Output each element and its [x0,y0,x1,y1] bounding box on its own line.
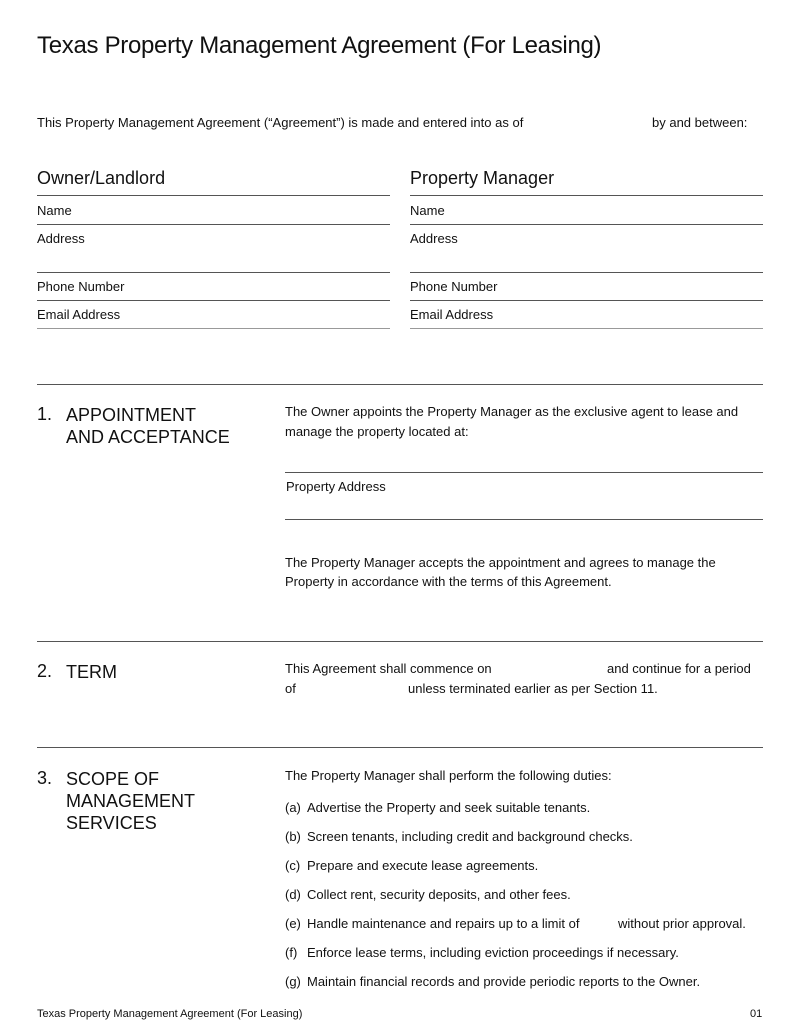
duty-letter: (c) [285,858,301,873]
intro-text-end: by and between: [652,115,748,130]
section-2-text: and continue for a period [607,661,751,676]
duty-text: Collect rent, security deposits, and other fees. [307,887,571,902]
duty-text: Maintain financial records and provide periodic reports to the Owner. [307,974,701,989]
document-title: Texas Property Management Agreement (For Leasing) [37,32,602,59]
section-2-title: TERM [66,662,117,682]
commencement-date-field[interactable] [500,659,600,677]
section-1-text: Property in accordance with the terms of this Agreement. [285,574,612,589]
section-3-title-line: MANAGEMENT [66,791,196,811]
page-number: 01 [750,1008,763,1020]
section-2-text: This Agreement shall commence on [285,661,492,676]
section-divider [37,747,763,748]
duty-letter: (d) [285,887,301,902]
duty-letter: (g) [285,974,301,989]
duty-letter: (a) [285,800,301,815]
intro-text: This Property Management Agreement (“Agreement”) is made and entered into as of [37,115,524,130]
duty-item [285,829,633,844]
manager-address-field[interactable]: Address [410,231,458,246]
duty-letter: (e) [285,916,301,931]
duty-text: Prepare and execute lease agreements. [307,858,539,873]
section-2-number: 2. [37,661,53,681]
owner-phone-field[interactable]: Phone Number [37,279,125,294]
term-period-field[interactable] [302,679,402,697]
section-3-number: 3. [37,768,53,788]
duty-item [285,974,700,989]
section-1-text: The Property Manager accepts the appointment and agrees to manage the [285,555,716,570]
section-2-text: unless terminated earlier as per Section 11. [408,681,658,696]
manager-heading: Property Manager [410,168,555,188]
duty-item [285,800,590,815]
section-2-text: of [285,681,296,696]
repair-limit-field[interactable] [588,914,616,932]
duty-item [285,858,538,873]
duty-text: Screen tenants, including credit and background checks. [307,829,633,844]
owner-email-field[interactable]: Email Address [37,307,121,322]
property-address-field[interactable]: Property Address [286,479,386,494]
footer-title: Texas Property Management Agreement (For Leasing) [37,1008,303,1020]
duty-text: Enforce lease terms, including eviction proceedings if necessary. [307,945,679,960]
section-1-text: manage the property located at: [285,424,469,439]
section-divider [37,384,763,385]
duty-item [285,945,679,960]
duty-letter: (f) [285,945,298,960]
duty-text-after: without prior approval. [618,916,746,931]
section-1-number: 1. [37,404,53,424]
manager-email-field[interactable]: Email Address [410,307,494,322]
section-3-intro: The Property Manager shall perform the following duties: [285,768,612,783]
section-1-title-line: APPOINTMENT [66,405,197,425]
section-3-title-line: SCOPE OF [66,769,160,789]
owner-name-field[interactable]: Name [37,203,72,218]
agreement-date-field[interactable] [545,113,645,131]
section-1-text: The Owner appoints the Property Manager as the exclusive agent to lease and [285,404,739,419]
owner-address-field[interactable]: Address [37,231,85,246]
duty-item [285,916,579,931]
section-divider [37,641,763,642]
duty-text: Advertise the Property and seek suitable tenants. [307,800,591,815]
owner-heading: Owner/Landlord [37,168,166,188]
duty-letter: (b) [285,829,301,844]
duty-item [285,887,571,902]
section-3-title-line: SERVICES [66,813,157,833]
section-1-title-line: AND ACCEPTANCE [66,427,230,447]
manager-phone-field[interactable]: Phone Number [410,279,498,294]
manager-name-field[interactable]: Name [410,203,445,218]
duty-text: Handle maintenance and repairs up to a limit of [307,916,580,931]
